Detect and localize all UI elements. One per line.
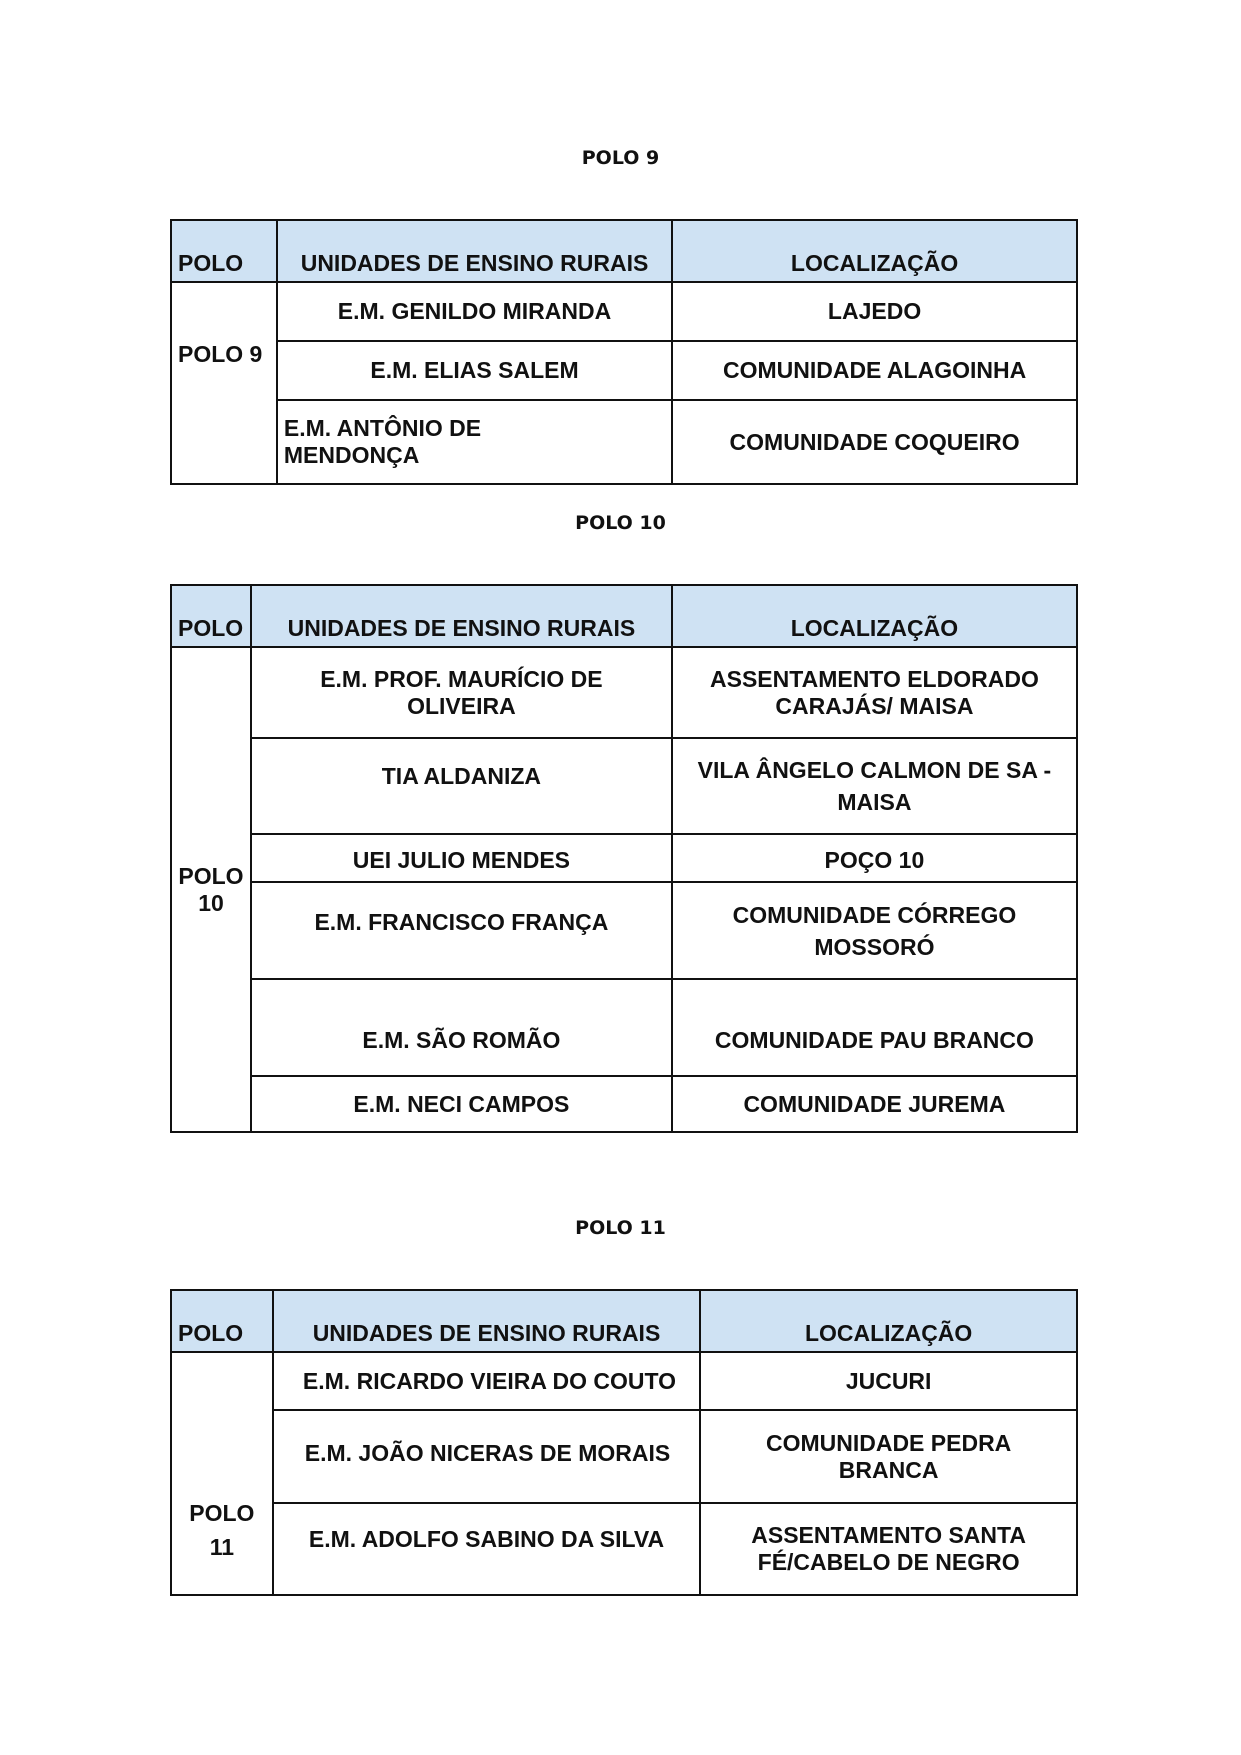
unit-cell: E.M. ELIAS SALEM	[277, 341, 672, 400]
location-cell: COMUNIDADE PAU BRANCO	[672, 979, 1077, 1076]
location-cell: COMUNIDADE PEDRA BRANCA	[700, 1410, 1077, 1503]
location-cell: COMUNIDADE COQUEIRO	[672, 400, 1077, 484]
table-row	[171, 834, 1077, 882]
location-cell: POÇO 10	[672, 834, 1077, 882]
header-polo: POLO	[171, 220, 277, 282]
table-polo-11	[170, 1289, 1078, 1596]
header-location: LOCALIZAÇÃO	[672, 585, 1077, 647]
location-cell: COMUNIDADE ALAGOINHA	[672, 341, 1077, 400]
section-title-polo-9: POLO 9	[581, 147, 660, 169]
table-row	[171, 1410, 1077, 1503]
section-title-polo-11: POLO 11	[575, 1217, 666, 1239]
header-location: LOCALIZAÇÃO	[672, 220, 1077, 282]
unit-cell: E.M. RICARDO VIEIRA DO COUTO	[273, 1352, 701, 1410]
location-cell: JUCURI	[700, 1352, 1077, 1410]
unit-cell: E.M. NECI CAMPOS	[251, 1076, 672, 1132]
location-cell: COMUNIDADE CÓRREGO MOSSORÓ	[672, 882, 1077, 979]
unit-cell: E.M. JOÃO NICERAS DE MORAIS	[273, 1410, 701, 1503]
table-header-row	[171, 1290, 1077, 1352]
table-row	[171, 400, 1077, 484]
header-polo: POLO	[171, 1290, 273, 1352]
unit-cell: E.M. FRANCISCO FRANÇA	[251, 882, 672, 979]
section-title-polo-10: POLO 10	[575, 512, 666, 534]
header-location: LOCALIZAÇÃO	[700, 1290, 1077, 1352]
header-polo: POLO	[171, 585, 251, 647]
table-row	[171, 341, 1077, 400]
unit-cell: E.M. SÃO ROMÃO	[251, 979, 672, 1076]
table-polo-10	[170, 584, 1078, 1133]
unit-cell: UEI JULIO MENDES	[251, 834, 672, 882]
unit-cell: E.M. ANTÔNIO DE MENDONÇA	[277, 400, 672, 484]
header-units: UNIDADES DE ENSINO RURAIS	[251, 585, 672, 647]
header-units: UNIDADES DE ENSINO RURAIS	[273, 1290, 701, 1352]
location-cell: ASSENTAMENTO SANTA FÉ/CABELO DE NEGRO	[700, 1503, 1077, 1595]
table-header-row	[171, 585, 1077, 647]
header-units: UNIDADES DE ENSINO RURAIS	[277, 220, 672, 282]
table-polo-9	[170, 219, 1078, 485]
table-row	[171, 1503, 1077, 1595]
unit-cell: E.M. PROF. MAURÍCIO DE OLIVEIRA	[251, 647, 672, 738]
table-row	[171, 979, 1077, 1076]
location-cell: ASSENTAMENTO ELDORADO CARAJÁS/ MAISA	[672, 647, 1077, 738]
polo-label: POLO 10	[171, 647, 251, 1132]
table-row	[171, 282, 1077, 341]
table-row	[171, 1076, 1077, 1132]
unit-cell: E.M. ADOLFO SABINO DA SILVA	[273, 1503, 701, 1595]
table-row	[171, 1352, 1077, 1410]
location-cell: VILA ÂNGELO CALMON DE SA - MAISA	[672, 738, 1077, 834]
table-row	[171, 647, 1077, 738]
location-cell: LAJEDO	[672, 282, 1077, 341]
location-cell: COMUNIDADE JUREMA	[672, 1076, 1077, 1132]
unit-cell: TIA ALDANIZA	[251, 738, 672, 834]
table-header-row	[171, 220, 1077, 282]
table-row	[171, 882, 1077, 979]
table-row	[171, 738, 1077, 834]
polo-label: POLO 9	[171, 282, 277, 484]
polo-label: POLO 11	[171, 1352, 273, 1595]
unit-cell: E.M. GENILDO MIRANDA	[277, 282, 672, 341]
